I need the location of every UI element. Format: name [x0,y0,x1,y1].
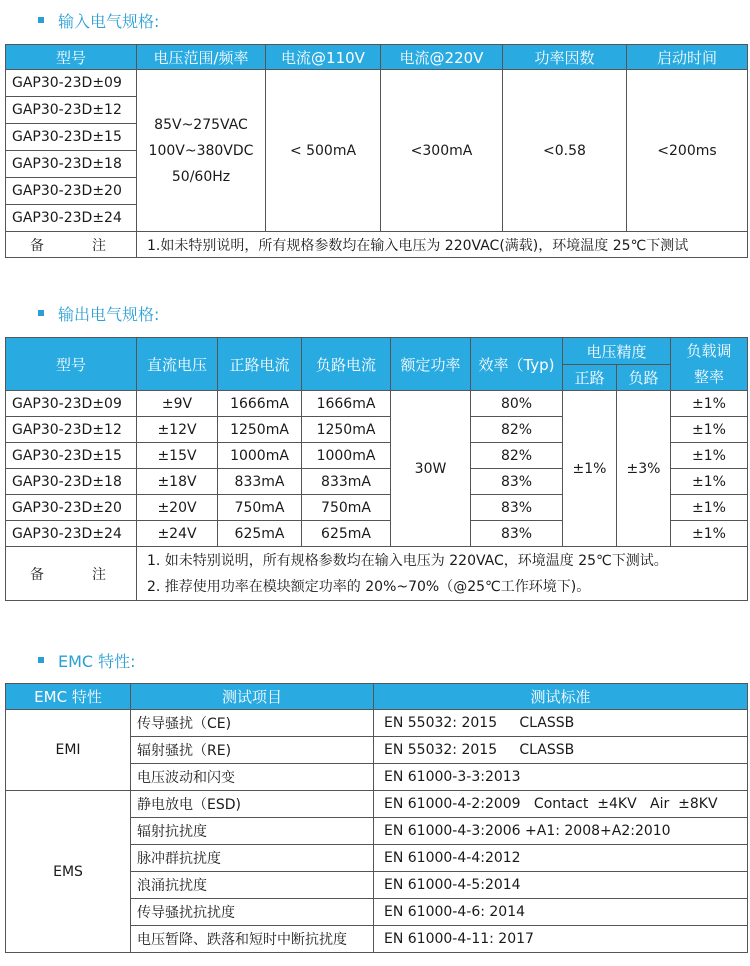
neg-current-cell: 1000mA [302,443,391,469]
efficiency-cell: 82% [471,443,563,469]
test-item-cell: 传导骚扰抗扰度 [131,899,374,926]
current-110v-cell: < 500mA [266,70,381,232]
table-row [6,391,748,417]
pos-current-cell: 833mA [218,469,302,495]
load-regulation-cell: ±1% [671,391,748,417]
column-header: 额定功率 [391,338,471,391]
test-item-cell: 辐射抗扰度 [131,818,374,845]
test-item-cell: 静电放电（ESD) [131,791,374,818]
table-row [6,791,748,818]
bullet-icon [38,310,44,316]
model-cell: GAP30-23D±12 [6,97,137,124]
test-standard-cell: EN 61000-4-2:2009 Contact ±4KV Air ±8KV [374,791,748,818]
load-regulation-cell: ±1% [671,443,748,469]
voltage-range-line: 50/60Hz [171,168,231,185]
note-label-char: 注 [92,237,106,254]
output-section-title [38,301,159,325]
model-cell: GAP30-23D±24 [6,521,137,547]
voltage-cell: ±20V [137,495,218,521]
model-cell: GAP30-23D±09 [6,70,137,97]
test-item-cell: 浪涌抗扰度 [131,872,374,899]
output-section-title-text: 输出电气规格: [58,304,160,324]
bullet-icon [38,657,44,663]
test-standard-cell: EN 61000-4-11: 2017 [374,926,748,953]
note-label-char: 备 [30,566,44,583]
voltage-cell: ±24V [137,521,218,547]
load-regulation-cell: ±1% [671,417,748,443]
neg-current-cell: 750mA [302,495,391,521]
column-header: 直流电压 [137,338,218,391]
table-header-row [6,45,748,70]
note-text [137,547,748,601]
efficiency-cell: 80% [471,391,563,417]
efficiency-cell: 83% [471,469,563,495]
pos-current-cell: 1666mA [218,391,302,417]
note-text: 1.如未特别说明，所有规格参数均在输入电压为 220VAC(满载)，环境温度 25℃下测试 [137,232,748,258]
note-row [6,232,748,258]
load-regulation-cell: ±1% [671,469,748,495]
pos-current-cell: 1000mA [218,443,302,469]
test-standard-cell: EN 61000-4-4:2012 [374,845,748,872]
note-line: 2. 推荐使用功率在模块额定功率的 20%~70%（@25℃工作环境下)。 [147,578,591,595]
note-label-char: 注 [92,566,106,583]
test-standard-cell: EN 55032: 2015 CLASSB [374,737,748,764]
efficiency-cell: 83% [471,521,563,547]
model-cell: GAP30-23D±18 [6,151,137,178]
test-standard-cell: EN 61000-4-3:2006 +A1: 2008+A2:2010 [374,818,748,845]
voltage-range-cell [137,70,266,232]
column-header: 正路 [563,365,617,391]
power-factor-cell: <0.58 [503,70,627,232]
current-220v-cell: <300mA [381,70,503,232]
voltage-cell: ±15V [137,443,218,469]
table-row [6,710,748,737]
table-header-row [6,338,748,365]
voltage-cell: ±18V [137,469,218,495]
table-row [6,70,748,97]
model-cell: GAP30-23D±20 [6,495,137,521]
accuracy-positive-cell: ±1% [563,391,617,547]
column-header: 测试项目 [131,684,374,710]
model-cell: GAP30-23D±15 [6,124,137,151]
header-line: 负载调 [686,342,732,360]
column-header: 型号 [6,45,137,70]
note-row [6,547,748,601]
load-regulation-cell: ±1% [671,521,748,547]
emi-group-cell: EMI [6,710,131,791]
header-line: 整率 [694,368,725,386]
input-spec-table [5,44,748,258]
column-header: 电压范围/频率 [137,45,266,70]
voltage-range-line: 85V~275VAC [154,116,248,133]
column-header: EMC 特性 [6,684,131,710]
emc-section-title [38,648,136,672]
model-cell: GAP30-23D±20 [6,178,137,205]
input-section-title-text: 输入电气规格: [58,11,160,31]
test-standard-cell: EN 61000-3-3:2013 [374,764,748,791]
test-item-cell: 辐射骚扰（RE) [131,737,374,764]
pos-current-cell: 750mA [218,495,302,521]
model-cell: GAP30-23D±24 [6,205,137,232]
output-spec-table [5,337,748,601]
accuracy-negative-cell: ±3% [617,391,671,547]
column-header: 正路电流 [218,338,302,391]
note-label [6,547,137,601]
test-item-cell: 电压波动和闪变 [131,764,374,791]
column-header: 效率（Typ) [471,338,563,391]
test-standard-cell: EN 61000-4-6: 2014 [374,899,748,926]
column-header: 启动时间 [627,45,748,70]
column-header: 功率因数 [503,45,627,70]
column-header: 测试标准 [374,684,748,710]
input-section-title [38,8,159,32]
column-header: 型号 [6,338,137,391]
neg-current-cell: 833mA [302,469,391,495]
test-item-cell: 脉冲群抗扰度 [131,845,374,872]
column-header: 负路 [617,365,671,391]
ems-group-cell: EMS [6,791,131,953]
column-header: 电流@220V [381,45,503,70]
pos-current-cell: 1250mA [218,417,302,443]
note-line: 1. 如未特别说明，所有规格参数均在输入电压为 220VAC，环境温度 25℃下测试。 [147,552,668,569]
emc-section-title-text: EMC 特性: [58,651,136,671]
test-standard-cell: EN 55032: 2015 CLASSB [374,710,748,737]
column-header [671,338,748,391]
load-regulation-cell: ±1% [671,495,748,521]
neg-current-cell: 1250mA [302,417,391,443]
column-header: 电流@110V [266,45,381,70]
note-label-char: 备 [30,237,44,254]
emc-table [5,683,748,953]
column-header: 负路电流 [302,338,391,391]
efficiency-cell: 82% [471,417,563,443]
column-header: 电压精度 [563,338,671,365]
pos-current-cell: 625mA [218,521,302,547]
neg-current-cell: 625mA [302,521,391,547]
model-cell: GAP30-23D±15 [6,443,137,469]
test-standard-cell: EN 61000-4-5:2014 [374,872,748,899]
neg-current-cell: 1666mA [302,391,391,417]
voltage-cell: ±9V [137,391,218,417]
voltage-cell: ±12V [137,417,218,443]
rated-power-cell: 30W [391,391,471,547]
test-item-cell: 电压暂降、跌落和短时中断抗扰度 [131,926,374,953]
model-cell: GAP30-23D±18 [6,469,137,495]
table-header-row [6,684,748,710]
efficiency-cell: 83% [471,495,563,521]
bullet-icon [38,17,44,23]
model-cell: GAP30-23D±09 [6,391,137,417]
test-item-cell: 传导骚扰（CE) [131,710,374,737]
startup-time-cell: <200ms [627,70,748,232]
note-label [6,232,137,258]
model-cell: GAP30-23D±12 [6,417,137,443]
voltage-range-line: 100V~380VDC [148,142,254,159]
